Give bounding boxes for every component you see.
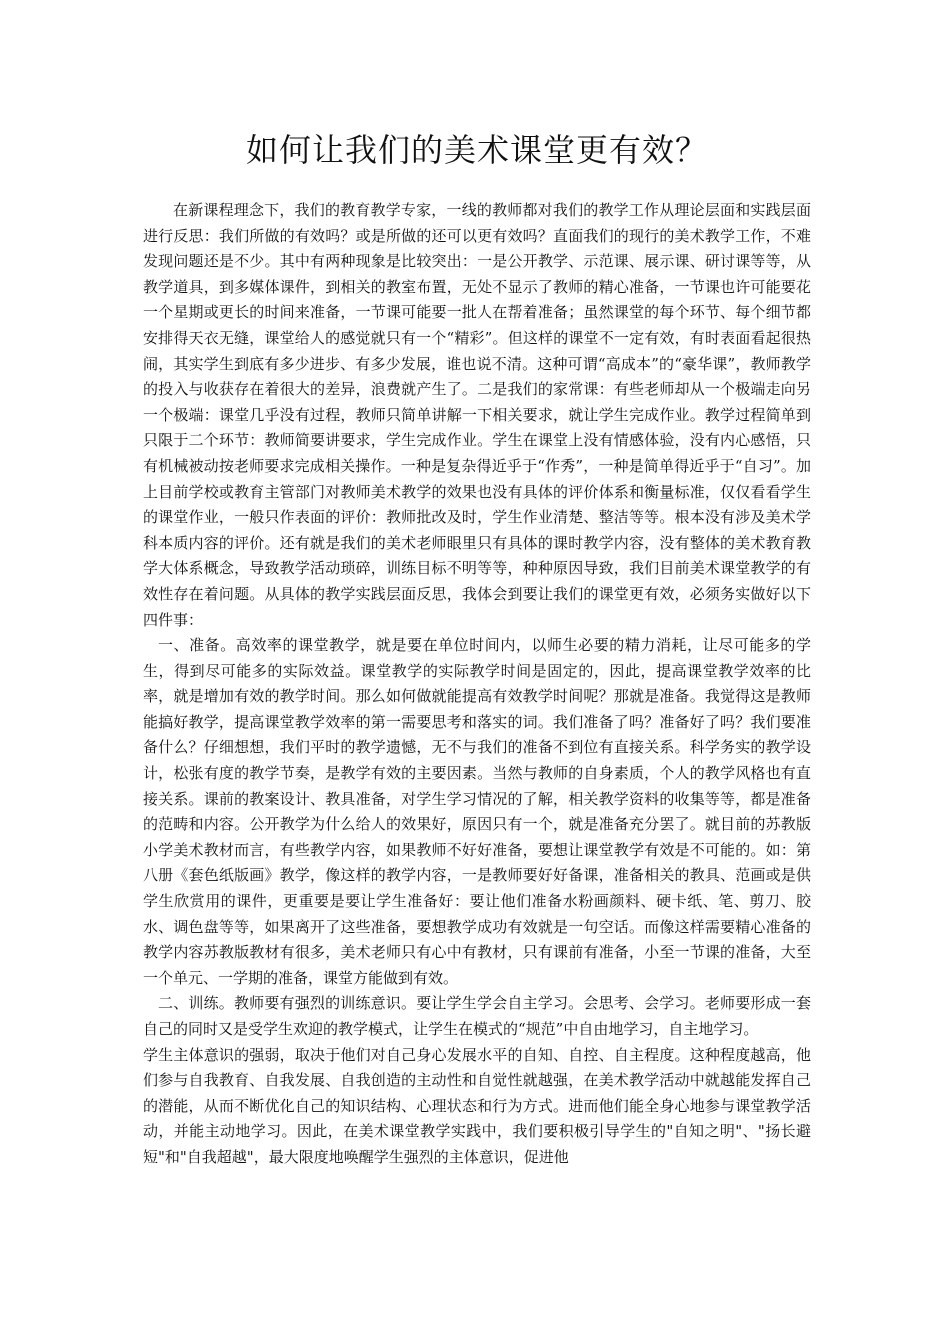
paragraph-intro: 在新课程理念下，我们的教育教学专家，一线的教师都对我们的教学工作从理论层面和实践层面进行反思：我们所做的有效吗？或是所做的还可以更有效吗？直面我们的现行的美术教学工作，不难发现问题还是不少。其中有两种现象是比较突出：一是公开教学、示范课、展示课、研讨课等等，从教学道具，到多媒体课件，到相关的教室布置，无处不显示了教师的精心准备，一节课也许可能要花一个星期或更长的时间来准备，一节课可能要一批人在帮着准备；虽然课堂的每个环节、每个细节都安排得天衣无缝，课堂给人的感觉就只有一个“精彩”。但这样的课堂不一定有效，有时表面看起很热闹，其实学生到底有多少进步、有多少发展，谁也说不清。这种可谓“高成本”的“豪华课”，教师教学的投入与收获存在着很大的差异，浪费就产生了。二是我们的家常课：有些老师却从一个极端走向另一个极端：课堂几乎没有过程，教师只简单讲解一下相关要求，就让学生完成作业。教学过程简单到只限于二个环节：教师简要讲要求，学生完成作业。学生在课堂上没有情感体验，没有内心感悟，只有机械被动按老师要求完成相关操作。一种是复杂得近乎于“作秀”，一种是简单得近乎于“自习”。加上目前学校或教育主管部门对教师美术教学的效果也没有具体的评价体系和衡量标准，仅仅看看学生的课堂作业，一般只作表面的评价：教师批改及时，学生作业清楚、整洁等等。根本没有涉及美术学科本质内容的评价。还有就是我们的美术老师眼里只有具体的课时教学内容，没有整体的美术教育教学大体系概念，导致教学活动琐碎，训练目标不明等等，种种原因导致，我们目前美术课堂教学的有效性存在着问题。从具体的教学实践层面反思，我体会到要让我们的课堂更有效，必须务实做好以下四件事： — [143, 201, 811, 629]
document-title: 如何让我们的美术课堂更有效？ — [245, 131, 708, 169]
paragraph-subject-awareness: 学生主体意识的强弱，取决于他们对自己身心发展水平的自知、自控、自主程度。这种程度越高，他们参与自我教育、自我发展、自我创造的主动性和自觉性就越强，在美术教学活动中就越能发挥自己的潜能，从而不断优化自己的知识结构、心理状态和行为方式。进而他们能全身心地参与课堂教学活动，并能主动地学习。因此，在美术课堂教学实践中，我们要积极引导学生的"自知之明"、"扬长避短"和"自我超越"，最大限度地唤醒学生强烈的主体意识，促进他 — [143, 1045, 811, 1166]
paragraph-training: 二、训练。教师要有强烈的训练意识。要让学生学会自主学习。会思考、会学习。老师要形成一套自己的同时又是受学生欢迎的教学模式，让学生在模式的“规范”中自由地学习，自主地学习。 — [143, 994, 811, 1038]
document-body — [143, 198, 811, 1171]
paragraph-preparation: 一、准备。高效率的课堂教学，就是要在单位时间内，以师生必要的精力消耗，让尽可能多的学生，得到尽可能多的实际效益。课堂教学的实际教学时间是固定的，因此，提高课堂教学效率的比率，就是增加有效的教学时间。那么如何做就能提高有效教学时间呢？那就是准备。我觉得这是教师能搞好教学，提高课堂教学效率的第一需要思考和落实的词。我们准备了吗？准备好了吗？我们要准备什么？仔细想想，我们平时的教学遗憾，无不与我们的准备不到位有直接关系。科学务实的教学设计，松张有度的教学节奏，是教学有效的主要因素。当然与教师的自身素质，个人的教学风格也有直接关系。课前的教案设计、教具准备，对学生学习情况的了解，相关教学资料的收集等等，都是准备的范畴和内容。公开教学为什么给人的效果好，原因只有一个，就是准备充分罢了。就目前的苏教版小学美术教材而言，有些教学内容，如果教师不好好准备，要想让课堂教学有效是不可能的。如：第八册《套色纸版画》教学，像这样的教学内容，一是教师要好好备课，准备相关的教具、范画或是供学生欣赏用的课件，更重要是要让学生准备好：要让他们准备水粉画颜料、硬卡纸、笔、剪刀、胶水、调色盘等等，如果离开了这些准备，要想教学成功有效就是一句空话。而像这样需要精心准备的教学内容苏教版教材有很多，美术老师只有心中有教材，只有课前有准备，小至一节课的准备，大至一个单元、一学期的准备，课堂方能做到有效。 — [143, 636, 811, 987]
